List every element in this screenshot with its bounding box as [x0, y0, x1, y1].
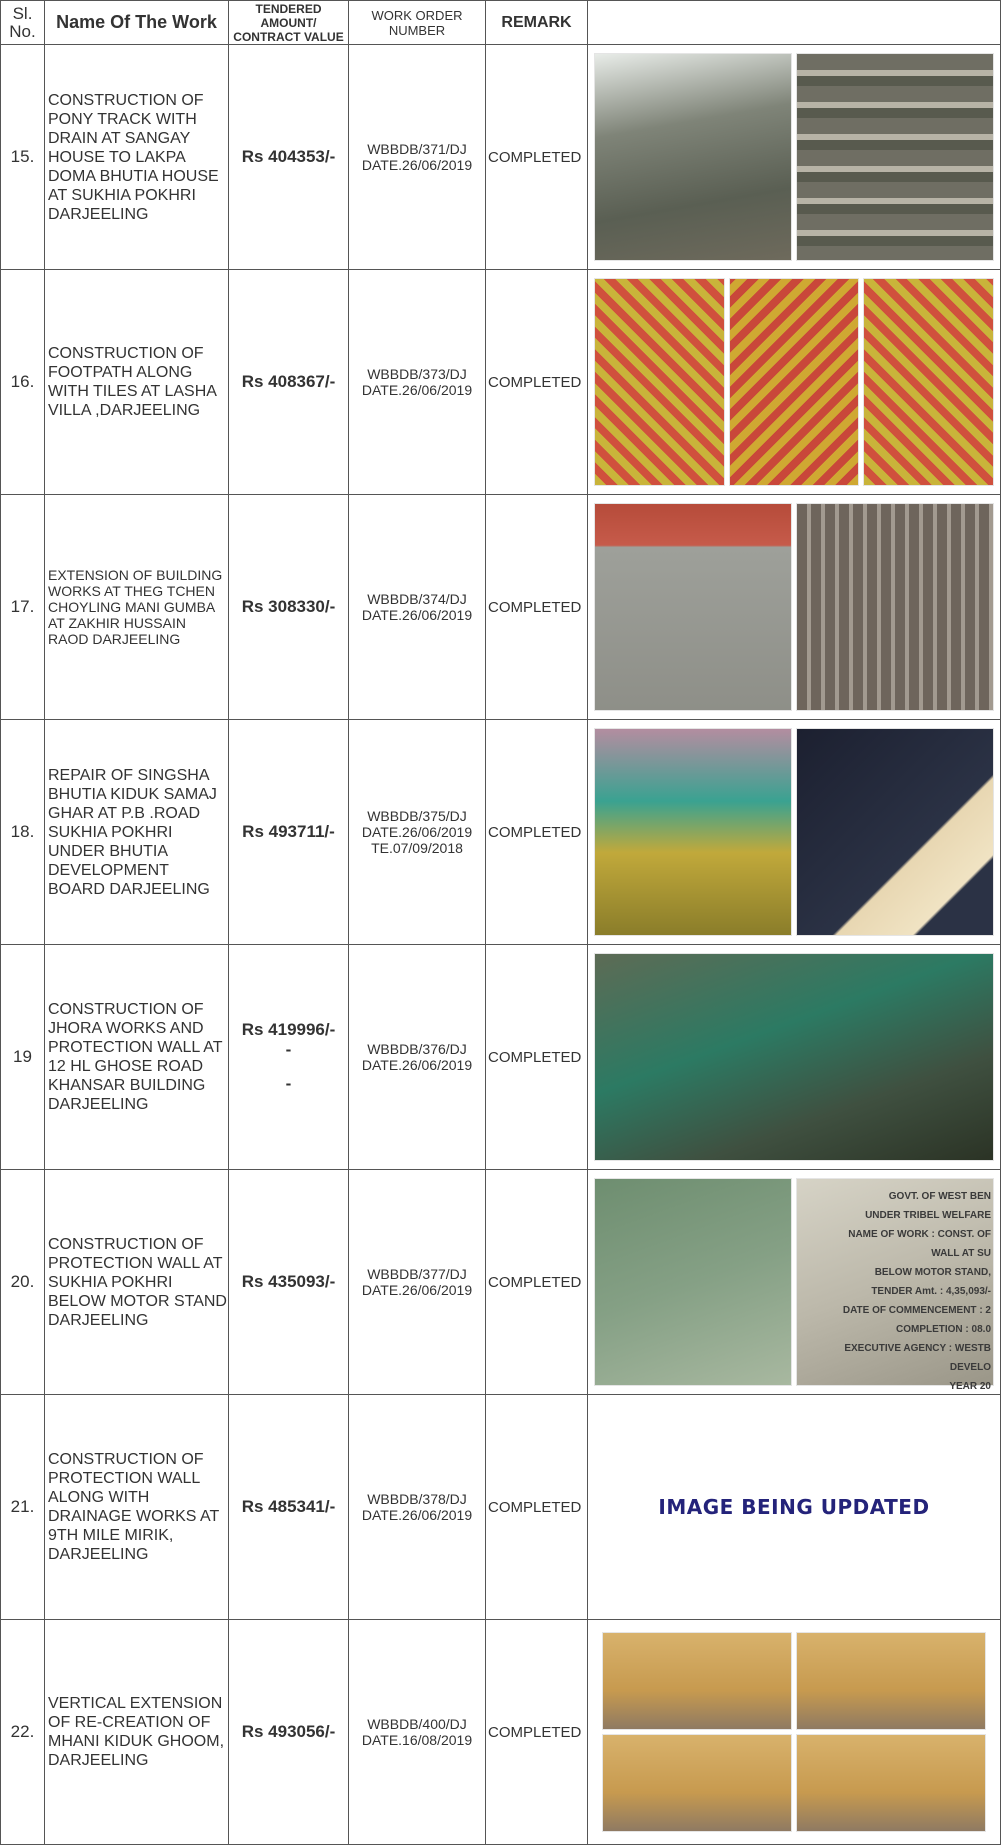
- row-work-name: REPAIR OF SINGSHA BHUTIA KIDUK SAMAJ GHAR AT P.B .ROAD SUKHIA POKHRI UNDER BHUTIA DEVELOPMENT BOARD DARJEELING: [45, 720, 229, 945]
- row-photos: [588, 45, 1001, 270]
- row-work-name: CONSTRUCTION OF JHORA WORKS AND PROTECTION WALL AT 12 HL GHOSE ROAD KHANSAR BUILDING DARJEELING: [45, 945, 229, 1170]
- wo-date: DATE.26/06/2019: [361, 1507, 473, 1523]
- row-work-order: [349, 270, 486, 495]
- site-photo: [594, 728, 792, 936]
- row-work-name: CONSTRUCTION OF PONY TRACK WITH DRAIN AT SANGAY HOUSE TO LAKPA DOMA BHUTIA HOUSE AT SUKHIA POKHRI DARJEELING: [45, 45, 229, 270]
- header-sl-line1: Sl.: [12, 3, 33, 23]
- wo-date: DATE.26/06/2019: [361, 1057, 473, 1073]
- table-row: [1, 495, 1001, 720]
- site-photo: [796, 1632, 986, 1730]
- board-line: UNDER TRIBEL WELFARE: [865, 1210, 991, 1221]
- site-photo: [594, 278, 725, 486]
- row-amount: Rs 435093/-: [229, 1170, 349, 1395]
- table-row: [1, 270, 1001, 495]
- wo-number: WBBDB/400/DJ: [367, 1716, 467, 1732]
- wo-number: WBBDB/373/DJ: [367, 366, 467, 382]
- row-work-order: [349, 720, 486, 945]
- row-sl: 15.: [1, 45, 45, 270]
- row-remark: COMPLETED: [486, 1395, 588, 1620]
- wo-number: WBBDB/377/DJ: [367, 1266, 467, 1282]
- row-remark: COMPLETED: [486, 1170, 588, 1395]
- row-remark: COMPLETED: [486, 270, 588, 495]
- amount-extra: -: [285, 1040, 292, 1059]
- site-board-photo: [796, 1178, 994, 1392]
- board-sign-text: [803, 1187, 993, 1396]
- wo-number: WBBDB/376/DJ: [367, 1041, 467, 1057]
- site-photo: [796, 1734, 986, 1832]
- row-amount: [229, 945, 349, 1170]
- wo-date: DATE.16/08/2019: [361, 1732, 473, 1748]
- row-remark: COMPLETED: [486, 45, 588, 270]
- site-photo: [602, 1734, 792, 1832]
- header-sl-no: [1, 1, 45, 45]
- row-sl: 18.: [1, 720, 45, 945]
- row-sl: 19: [1, 945, 45, 1170]
- wo-number: WBBDB/378/DJ: [367, 1491, 467, 1507]
- wo-number: WBBDB/374/DJ: [367, 591, 467, 607]
- board-line: COMPLETION : 08.0: [895, 1324, 991, 1335]
- row-work-order: [349, 1170, 486, 1395]
- amount-value: Rs 419996/-: [241, 1020, 336, 1039]
- header-amount: [229, 1, 349, 45]
- row-amount: Rs 308330/-: [229, 495, 349, 720]
- site-photo: [796, 503, 994, 711]
- row-work-name: CONSTRUCTION OF PROTECTION WALL AT SUKHIA POKHRI BELOW MOTOR STAND DARJEELING: [45, 1170, 229, 1395]
- row-work-name: VERTICAL EXTENSION OF RE-CREATION OF MHANI KIDUK GHOOM, DARJEELING: [45, 1620, 229, 1845]
- wo-date: DATE.26/06/2019: [361, 824, 473, 840]
- site-photo: [863, 278, 994, 486]
- row-work-name: EXTENSION OF BUILDING WORKS AT THEG TCHEN CHOYLING MANI GUMBA AT ZAKHIR HUSSAIN RAOD DARJEELING: [45, 495, 229, 720]
- wo-date: DATE.26/06/2019: [361, 1282, 473, 1298]
- row-work-order: [349, 1620, 486, 1845]
- wo-extra-date: TE.07/09/2018: [371, 840, 463, 856]
- image-updating-text: IMAGE BEING UPDATED: [658, 1495, 930, 1519]
- row-amount: Rs 408367/-: [229, 270, 349, 495]
- row-remark: COMPLETED: [486, 720, 588, 945]
- wo-date: DATE.26/06/2019: [361, 157, 473, 173]
- row-sl: 21.: [1, 1395, 45, 1620]
- wo-number: WBBDB/375/DJ: [367, 808, 467, 824]
- wo-date: DATE.26/06/2019: [361, 607, 473, 623]
- site-photo: [594, 953, 994, 1161]
- row-photos: [588, 1620, 1001, 1845]
- board-line: BELOW MOTOR STAND,: [874, 1267, 991, 1278]
- header-name-of-work: Name Of The Work: [45, 1, 229, 45]
- row-work-order: [349, 945, 486, 1170]
- board-line: DEVELO: [949, 1362, 991, 1373]
- wo-number: WBBDB/371/DJ: [367, 141, 467, 157]
- board-line: NAME OF WORK : CONST. OF: [848, 1229, 991, 1240]
- site-photo: [602, 1632, 792, 1730]
- board-line: YEAR 20: [949, 1381, 991, 1392]
- row-photos: [588, 1395, 1001, 1620]
- row-photos: [588, 270, 1001, 495]
- table-row: [1, 1170, 1001, 1395]
- row-remark: COMPLETED: [486, 1620, 588, 1845]
- table-row: [1, 720, 1001, 945]
- header-sl-line2: No.: [9, 21, 36, 41]
- header-amount-line2: CONTRACT VALUE: [233, 29, 344, 44]
- row-work-order: [349, 495, 486, 720]
- board-line: WALL AT SU: [931, 1248, 991, 1259]
- row-work-name: CONSTRUCTION OF PROTECTION WALL ALONG WITH DRAINAGE WORKS AT 9TH MILE MIRIK, DARJEELING: [45, 1395, 229, 1620]
- header-remark: REMARK: [486, 1, 588, 45]
- site-photo: [594, 53, 792, 261]
- row-photos: [588, 720, 1001, 945]
- table-header-row: [1, 1, 1001, 45]
- table-row: [1, 45, 1001, 270]
- row-photos: [588, 1170, 1001, 1395]
- site-photo: [796, 728, 994, 936]
- site-photo: [594, 503, 792, 711]
- row-work-name: CONSTRUCTION OF FOOTPATH ALONG WITH TILES AT LASHA VILLA ,DARJEELING: [45, 270, 229, 495]
- row-sl: 20.: [1, 1170, 45, 1395]
- site-photo: [729, 278, 860, 486]
- row-work-order: [349, 45, 486, 270]
- row-remark: COMPLETED: [486, 945, 588, 1170]
- site-photo: [796, 53, 994, 261]
- board-line: EXECUTIVE AGENCY : WESTB: [844, 1343, 991, 1354]
- header-photo: [588, 1, 1001, 45]
- board-line: DATE OF COMMENCEMENT : 2: [842, 1305, 991, 1316]
- row-remark: COMPLETED: [486, 495, 588, 720]
- wo-date: DATE.26/06/2019: [361, 382, 473, 398]
- table-row: [1, 945, 1001, 1170]
- row-sl: 16.: [1, 270, 45, 495]
- row-sl: 17.: [1, 495, 45, 720]
- board-line: TENDER Amt. : 4,35,093/-: [871, 1286, 991, 1297]
- row-amount: Rs 493056/-: [229, 1620, 349, 1845]
- row-amount: Rs 485341/-: [229, 1395, 349, 1620]
- table-row: [1, 1620, 1001, 1845]
- board-line: GOVT. OF WEST BEN: [888, 1191, 991, 1202]
- site-photo: [594, 1178, 792, 1386]
- row-amount: Rs 404353/-: [229, 45, 349, 270]
- row-work-order: [349, 1395, 486, 1620]
- table-row: [1, 1395, 1001, 1620]
- header-amount-line1: TENDERED AMOUNT/: [255, 1, 322, 30]
- header-work-order: WORK ORDER NUMBER: [349, 1, 486, 45]
- amount-extra: -: [285, 1074, 292, 1093]
- row-sl: 22.: [1, 1620, 45, 1845]
- row-amount: Rs 493711/-: [229, 720, 349, 945]
- row-photos: [588, 495, 1001, 720]
- row-photos: [588, 945, 1001, 1170]
